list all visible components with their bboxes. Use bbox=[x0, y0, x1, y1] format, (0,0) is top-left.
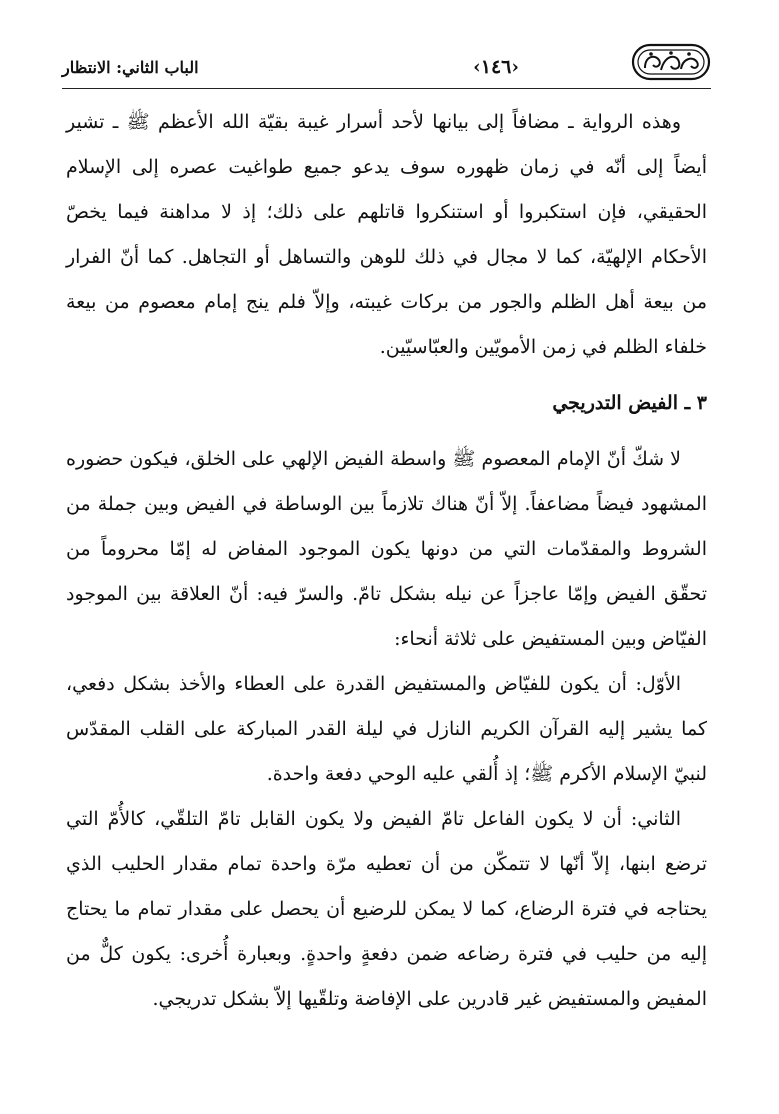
paragraph: الأوّل: أن يكون للفيّاض والمستفيض القدرة على العطاء والأخذ بشكل دفعي، كما يشير إليه القرآن الكريم النازل في ليلة القدر المباركة على القلب المقدّس لنبيّ الإسلام الأكرم ﷺ؛ إذ أُلقي عليه الوحي دفعة واحدة. bbox=[66, 673, 707, 785]
ornament-icon bbox=[631, 42, 711, 82]
paragraph: وهذه الرواية ـ مضافاً إلى بيانها لأحد أسرار غيبة بقيّة الله الأعظم ﷺ ـ تشير أيضاً إلى أنّه في زمان ظهوره سوف يدعو جميع طواغيت عصره إلى الإسلام الحقيقي، فإن استكبروا أو استنكروا قاتلهم على ذلك؛ إذ لا مداهنة فيما يخصّ الأحكام الإلهيّة، كما لا مجال في ذلك للوهن والتساهل أو التجاهل. كما أنّ الفرار من بيعة أهل الظلم والجور من بركات غيبته، وإلاّ فلم ينج إمام معصوم من بيعة خلفاء الظلم في زمن الأمويّين والعبّاسيّين. bbox=[66, 111, 707, 358]
paragraph: الثاني: أن لا يكون الفاعل تامّ الفيض ولا يكون القابل تامّ التلقّي، كالأُمّ التي ترضع ابنها، إلاّ أنّها لا تتمكّن من أن تعطيه مرّة واحدة تمام مقدار الحليب الذي يحتاجه في فترة الرضاع، كما لا يمكن للرضيع أن يحصل على مقدار تمام ما يحتاج إليه من حليب في فترة رضاعه ضمن دفعةٍ واحدةٍ. وبعبارة أُخرى: يكون كلٌّ من المفيض والمستفيض غير قادرين على الإفاضة وتلقّيها إلاّ بشكل تدريجي. bbox=[66, 808, 707, 1010]
header-rule bbox=[62, 88, 711, 89]
chapter-title: الباب الثاني: الانتظار bbox=[62, 58, 199, 77]
section-heading: ٣ ـ الفيض التدريجي bbox=[552, 392, 707, 414]
ornament-graphic bbox=[631, 42, 711, 82]
page-number: ‹١٤٦› bbox=[473, 56, 519, 78]
page-number-value: ١٤٦ bbox=[480, 56, 512, 78]
running-header bbox=[62, 38, 711, 86]
body-text bbox=[66, 100, 707, 1022]
paragraph: لا شكّ أنّ الإمام المعصوم ﷺ واسطة الفيض الإلهي على الخلق، فيكون حضوره المشهود فيضاً مضاعفاً. إلاّ أنّ هناك تلازماً بين الوساطة في الفيض وبين جملة من الشروط والمقدّمات التي من دونها يكون الموجود المفاض له إمّا محروماً من تحقّق الفيض وإمّا عاجزاً عن نيله بشكل تامّ. والسرّ فيه: أنّ العلاقة بين الموجود الفيّاض وبين المستفيض على ثلاثة أنحاء: bbox=[66, 448, 707, 650]
